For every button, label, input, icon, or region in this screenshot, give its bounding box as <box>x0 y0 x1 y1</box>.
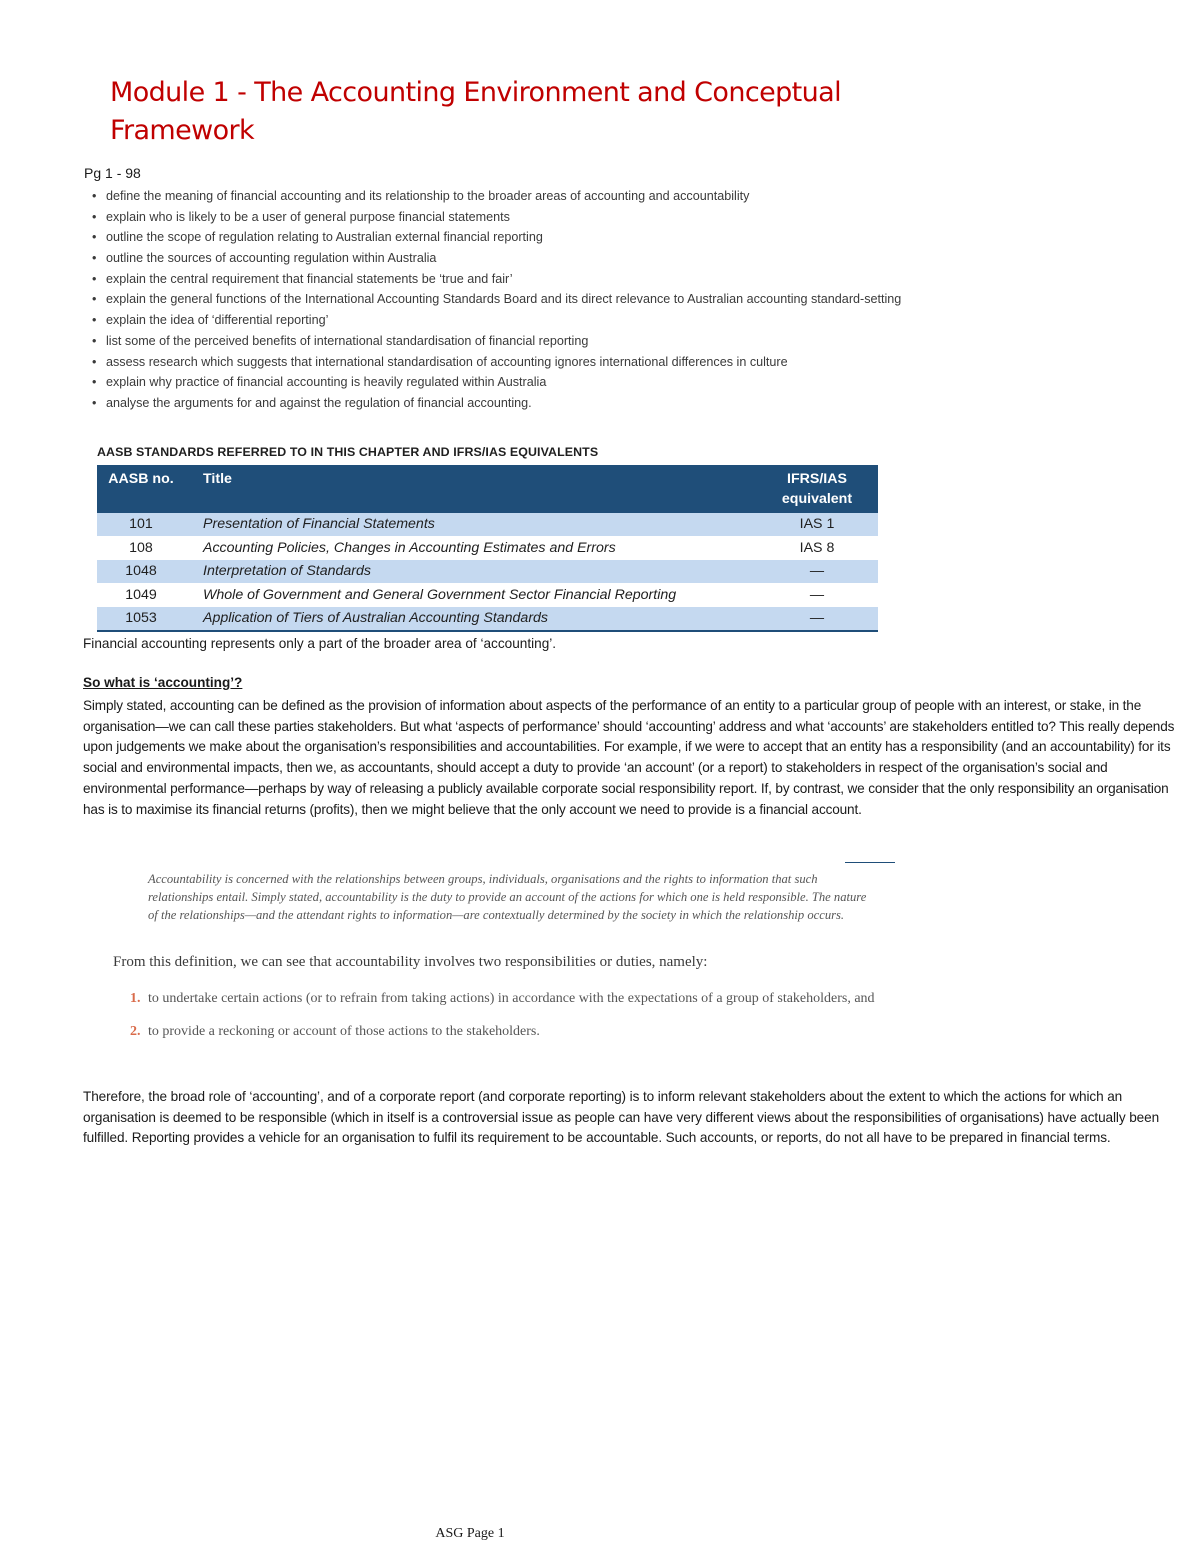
column-header-title: Title <box>185 465 756 513</box>
cell-title: Accounting Policies, Changes in Accounting Estimates and Errors <box>185 536 756 560</box>
cell-title: Interpretation of Standards <box>185 560 756 584</box>
conclusion-paragraph: Therefore, the broad role of ‘accounting’, and of a corporate report (and corporate reporting) is to inform relevant stakeholders about the extent to which the actions for which an organisation is deemed to be responsible (which in itself is a controversial issue as people can have very different views about the responsibilities of organisations) have actually been fulfilled. Reporting provides a vehicle for an organisation to fulfil its requirement to be accountable. Such accounts, or reports, do not all have to be prepared in financial terms. <box>83 1089 1160 1146</box>
duties-list <box>130 988 900 1042</box>
duty-text: to undertake certain actions (or to refrain from taking actions) in accordance with the expectations of a group of stakeholders, and <box>148 991 875 1006</box>
duty-number: 2. <box>130 1024 141 1039</box>
column-header-aasb-no: AASB no. <box>97 465 185 513</box>
table-row <box>97 536 878 560</box>
objective-item: • explain the general functions of the International Accounting Standards Board and its direct relevance to Australian accounting standard-setting <box>84 289 1184 310</box>
objective-item: • explain the idea of ‘differential reporting’ <box>84 310 1184 331</box>
standards-table <box>97 465 878 632</box>
objective-item: • explain the central requirement that financial statements be ‘true and fair’ <box>84 269 1184 290</box>
duty-text: to provide a reckoning or account of those actions to the stakeholders. <box>148 1024 540 1039</box>
duty-number: 1. <box>130 991 141 1006</box>
cell-aasb-no: 101 <box>97 513 185 536</box>
excerpt-divider <box>845 862 895 863</box>
objective-item: • explain why practice of financial accounting is heavily regulated within Australia <box>84 372 1184 393</box>
accountability-quote: Accountability is concerned with the relationships between groups, individuals, organisations and the rights to information that such relationships entail. Simply stated, accountability is the duty to provide an account of the actions for which one is held responsible. The nature of the relationships—and the attendant rights to information—are contextually determined by the society in which the relationship occurs. <box>148 872 867 922</box>
cell-title: Presentation of Financial Statements <box>185 513 756 536</box>
cell-title: Whole of Government and General Government Sector Financial Reporting <box>185 583 756 607</box>
objective-item: • outline the sources of accounting regulation within Australia <box>84 248 1184 269</box>
page-range: Pg 1 - 98 <box>84 165 141 181</box>
cell-aasb-no: 108 <box>97 536 185 560</box>
cell-aasb-no: 1048 <box>97 560 185 584</box>
objective-item: • explain who is likely to be a user of general purpose financial statements <box>84 207 1184 228</box>
table-row <box>97 560 878 584</box>
cell-equivalent: — <box>756 607 878 631</box>
objective-item: • outline the scope of regulation relating to Australian external financial reporting <box>84 227 1184 248</box>
page-footer: ASG Page 1 <box>435 1526 505 1541</box>
cell-equivalent: — <box>756 560 878 584</box>
cell-equivalent: IAS 1 <box>756 513 878 536</box>
page-title: Module 1 - The Accounting Environment and Conceptual Framework <box>110 77 841 146</box>
objective-item: • analyse the arguments for and against the regulation of financial accounting. <box>84 393 1184 414</box>
standards-table-heading: AASB STANDARDS REFERRED TO IN THIS CHAPTER AND IFRS/IAS EQUIVALENTS <box>97 445 599 459</box>
definition-paragraph: Simply stated, accounting can be defined as the provision of information about aspects of the performance of an entity to a particular group of people with an interest, or stake, in the organisation—we can call these parties stakeholders. But what ‘aspects of performance’ should ‘accounting’ address and what ‘accounts’ are stakeholders entitled to? This really depends upon judgements we make about the organisation’s responsibilities and accountabilities. For example, if we were to accept that an entity has a responsibility (and an accountability) for its social and environmental impacts, then we, as accountants, should accept a duty to provide ‘an account’ (or a report) to stakeholders in respect of the organisation’s social and environmental performance—perhaps by way of releasing a publicly available corporate social responsibility report. If, by contrast, we consider that the only responsibility an organisation has is to maximise its financial returns (profits), then we might believe that the only account we need to provide is a financial account. <box>83 698 1175 817</box>
duty-item <box>130 1021 900 1042</box>
objective-item: • list some of the perceived benefits of international standardisation of financial reporting <box>84 331 1184 352</box>
objective-item: • define the meaning of financial accounting and its relationship to the broader areas of accounting and accountability <box>84 186 1184 207</box>
learning-objectives-list <box>84 186 1184 414</box>
cell-aasb-no: 1053 <box>97 607 185 631</box>
intro-paragraph: Financial accounting represents only a part of the broader area of ‘accounting’. <box>83 636 557 651</box>
cell-aasb-no: 1049 <box>97 583 185 607</box>
section-heading: So what is ‘accounting’? <box>83 675 243 690</box>
cell-title: Application of Tiers of Australian Accounting Standards <box>185 607 756 631</box>
table-header-row <box>97 465 878 513</box>
objective-item: • assess research which suggests that international standardisation of accounting ignores international differences in culture <box>84 352 1184 373</box>
table-row <box>97 583 878 607</box>
table-row <box>97 607 878 631</box>
excerpt-lead-text: From this definition, we can see that accountability involves two responsibilities or duties, namely: <box>113 954 708 970</box>
table-row <box>97 513 878 536</box>
column-header-equivalent: IFRS/IAS equivalent <box>756 465 878 513</box>
cell-equivalent: — <box>756 583 878 607</box>
duty-item <box>130 988 900 1009</box>
cell-equivalent: IAS 8 <box>756 536 878 560</box>
